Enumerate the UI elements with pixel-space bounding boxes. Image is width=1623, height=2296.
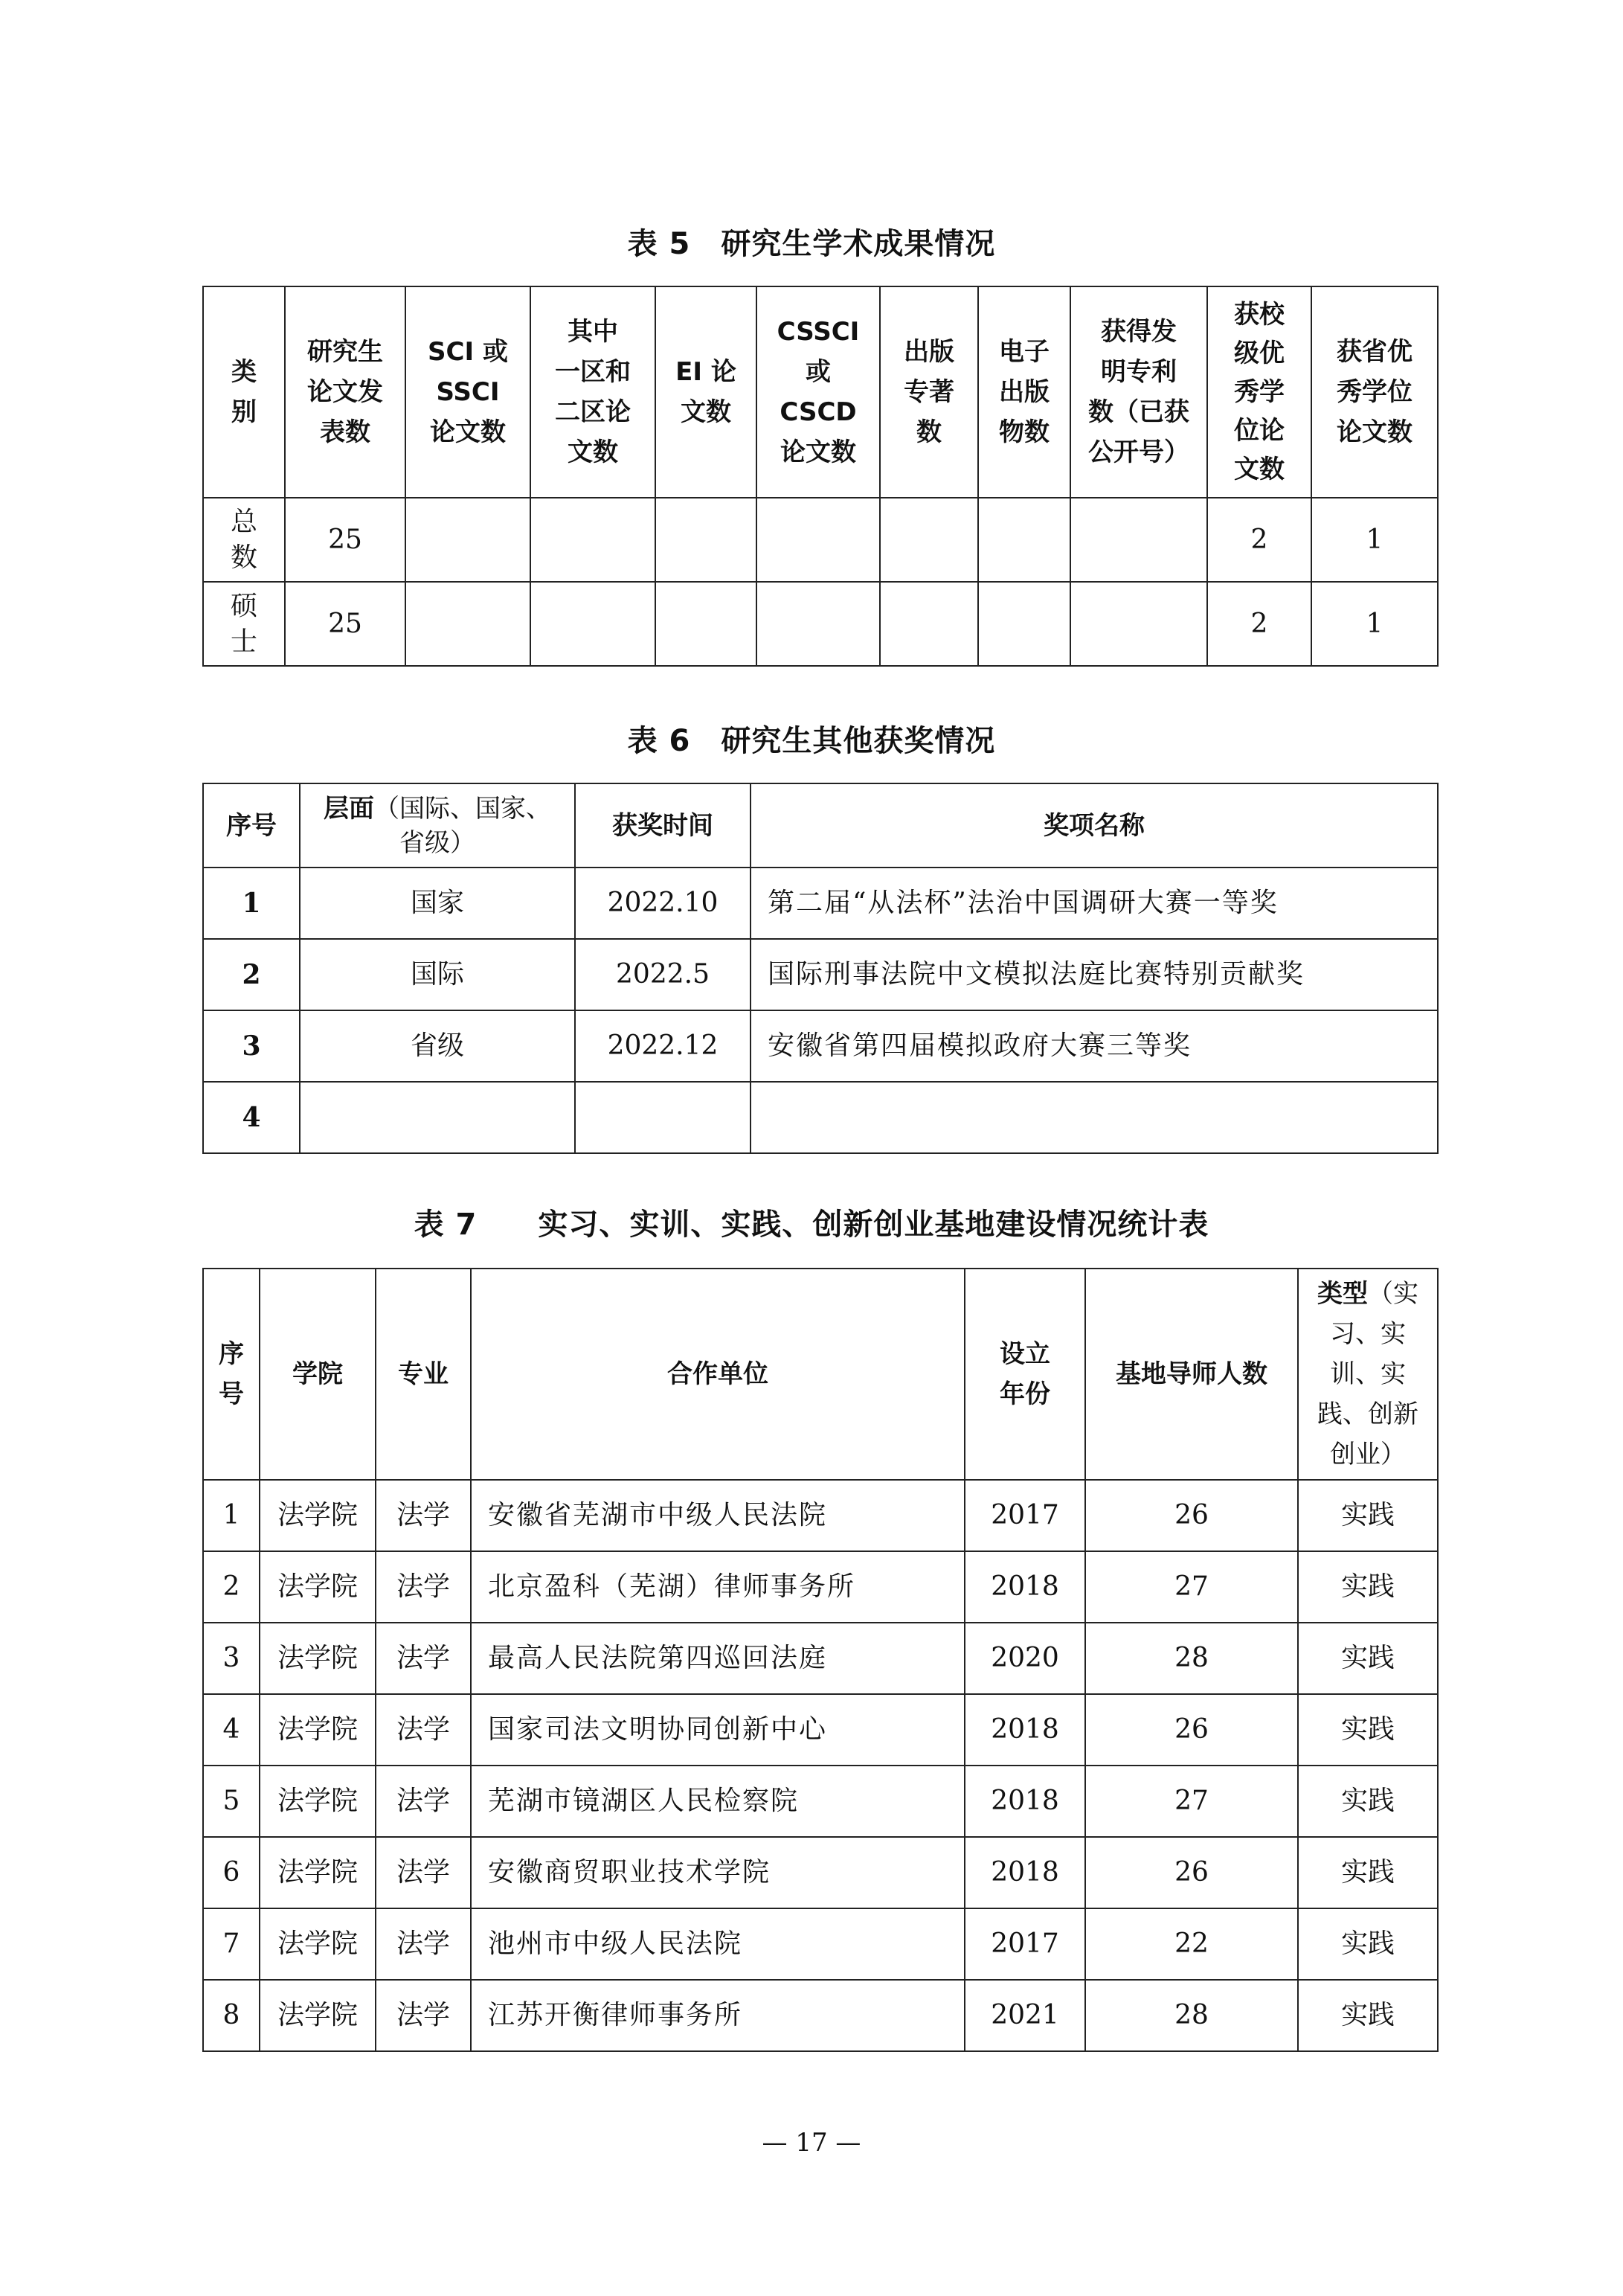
table6-cell-seq: 1 — [203, 868, 300, 939]
table7-cell-major: 法学 — [376, 1837, 471, 1908]
table6-header-name: 奖项名称 — [751, 783, 1438, 868]
table7-cell-year: 2017 — [965, 1480, 1085, 1551]
table6-title: 表 6 研究生其他获奖情况 — [627, 724, 996, 758]
table7-header-type: 类型（实 习、实 训、实 践、创新 创业） — [1298, 1269, 1438, 1480]
table7-cell-partner: 安徽省芜湖市中级人民法院 — [471, 1480, 965, 1551]
table-row — [203, 1694, 1438, 1766]
table-row — [203, 1908, 1438, 1980]
table6-cell-time: 2022.12 — [575, 1010, 751, 1082]
table7-cell-seq: 5 — [203, 1766, 260, 1837]
table5-cell — [405, 582, 530, 666]
table5-row-master — [203, 582, 1438, 666]
table5-header-col: 获省优 秀学位 论文数 — [1311, 286, 1438, 498]
table5-header-col: 获得发 明专利 数（已获 公开号） — [1070, 286, 1207, 498]
table5-header-col: 研究生 论文发 表数 — [285, 286, 405, 498]
table7-cell-type: 实践 — [1298, 1694, 1438, 1766]
table7-cell-tutors: 26 — [1085, 1480, 1298, 1551]
table7-cell-partner: 安徽商贸职业技术学院 — [471, 1837, 965, 1908]
table7-cell-year: 2020 — [965, 1623, 1085, 1694]
table7-cell-year: 2021 — [965, 1980, 1085, 2051]
table7-cell-college: 法学院 — [260, 1837, 376, 1908]
table7-cell-seq: 3 — [203, 1623, 260, 1694]
table7-cell-partner: 最高人民法院第四巡回法庭 — [471, 1623, 965, 1694]
table7-cell-major: 法学 — [376, 1551, 471, 1623]
table6-cell-name: 安徽省第四届模拟政府大赛三等奖 — [751, 1010, 1438, 1082]
table6-cell-seq: 2 — [203, 939, 300, 1010]
table7-cell-partner: 北京盈科（芜湖）律师事务所 — [471, 1551, 965, 1623]
table7-cell-tutors: 27 — [1085, 1551, 1298, 1623]
table5 — [202, 286, 1439, 667]
table5-header-col: 类 别 — [203, 286, 285, 498]
table5-cell — [1070, 498, 1207, 582]
table6-cell-time — [575, 1082, 751, 1153]
table-row — [203, 1010, 1438, 1082]
table-row — [203, 1766, 1438, 1837]
table7-cell-type: 实践 — [1298, 1837, 1438, 1908]
table-row — [203, 1082, 1438, 1153]
table7-cell-type: 实践 — [1298, 1480, 1438, 1551]
table7-cell-major: 法学 — [376, 1766, 471, 1837]
table5-title: 表 5 研究生学术成果情况 — [627, 227, 996, 261]
table6-cell-time: 2022.5 — [575, 939, 751, 1010]
table7-cell-tutors: 28 — [1085, 1980, 1298, 2051]
table7-cell-college: 法学院 — [260, 1766, 376, 1837]
table7-cell-seq: 8 — [203, 1980, 260, 2051]
table7-cell-tutors: 26 — [1085, 1694, 1298, 1766]
table5-header-col: EI 论 文数 — [655, 286, 756, 498]
table6-header-row — [203, 783, 1438, 868]
table6-cell-level: 国际 — [300, 939, 575, 1010]
table-row — [203, 1837, 1438, 1908]
table7-cell-major: 法学 — [376, 1623, 471, 1694]
table5-cell — [978, 498, 1070, 582]
table7-cell-major: 法学 — [376, 1694, 471, 1766]
table6-cell-seq: 3 — [203, 1010, 300, 1082]
table5-header-col: CSSCI 或 CSCD 论文数 — [756, 286, 880, 498]
table7-cell-major: 法学 — [376, 1980, 471, 2051]
table-row — [203, 868, 1438, 939]
table6-cell-level — [300, 1082, 575, 1153]
table7-cell-type: 实践 — [1298, 1551, 1438, 1623]
table5-cell — [530, 582, 655, 666]
table7-cell-college: 法学院 — [260, 1694, 376, 1766]
table5-cell — [880, 498, 978, 582]
table7-cell-college: 法学院 — [260, 1980, 376, 2051]
table-row — [203, 1980, 1438, 2051]
table6-cell-name: 国际刑事法院中文模拟法庭比赛特别贡献奖 — [751, 939, 1438, 1010]
table6-cell-name: 第二届“从法杯”法治中国调研大赛一等奖 — [751, 868, 1438, 939]
table5-cell — [880, 582, 978, 666]
table7-cell-seq: 2 — [203, 1551, 260, 1623]
table6-cell-time: 2022.10 — [575, 868, 751, 939]
table7-cell-type: 实践 — [1298, 1908, 1438, 1980]
table5-header-col: 电子 出版 物数 — [978, 286, 1070, 498]
table6-header-level-rest: （国际、国家、 — [374, 793, 551, 824]
table6-header-level-line2: 省级） — [399, 827, 475, 858]
table-row — [203, 1480, 1438, 1551]
table5-cell — [655, 498, 756, 582]
table5-cell — [1070, 582, 1207, 666]
table6 — [202, 783, 1439, 1154]
table7-cell-partner: 池州市中级人民法院 — [471, 1908, 965, 1980]
table6-cell-level: 省级 — [300, 1010, 575, 1082]
table7-header-partner: 合作单位 — [471, 1269, 965, 1480]
table-row — [203, 1551, 1438, 1623]
table7-cell-partner: 芜湖市镜湖区人民检察院 — [471, 1766, 965, 1837]
table7-cell-tutors: 27 — [1085, 1766, 1298, 1837]
table7-cell-year: 2018 — [965, 1837, 1085, 1908]
table7-header-college: 学院 — [260, 1269, 376, 1480]
table7-header-major: 专业 — [376, 1269, 471, 1480]
table-row — [203, 1623, 1438, 1694]
table6-header-time: 获奖时间 — [575, 783, 751, 868]
table5-cell: 1 — [1311, 582, 1438, 666]
table7-cell-college: 法学院 — [260, 1551, 376, 1623]
table6-header-level-bold: 层面 — [324, 793, 374, 824]
table5-row-total — [203, 498, 1438, 582]
table5-row-label: 硕 士 — [203, 582, 285, 666]
table7-cell-seq: 7 — [203, 1908, 260, 1980]
table5-cell: 1 — [1311, 498, 1438, 582]
table7-cell-year: 2018 — [965, 1766, 1085, 1837]
table5-cell — [756, 582, 880, 666]
table7-cell-college: 法学院 — [260, 1623, 376, 1694]
table7-cell-seq: 6 — [203, 1837, 260, 1908]
table7-cell-type: 实践 — [1298, 1980, 1438, 2051]
table6-cell-level: 国家 — [300, 868, 575, 939]
table5-cell: 25 — [285, 498, 405, 582]
table7-title: 表 7 实习、实训、实践、创新创业基地建设情况统计表 — [414, 1208, 1209, 1242]
table5-header-col: SCI 或 SSCI 论文数 — [405, 286, 530, 498]
table7-cell-tutors: 26 — [1085, 1837, 1298, 1908]
table7-cell-year: 2018 — [965, 1551, 1085, 1623]
table5-cell: 2 — [1207, 582, 1311, 666]
table5-header-col: 出版 专著 数 — [880, 286, 978, 498]
table7-cell-major: 法学 — [376, 1908, 471, 1980]
table7-cell-seq: 1 — [203, 1480, 260, 1551]
table7-cell-partner: 国家司法文明协同创新中心 — [471, 1694, 965, 1766]
table7-cell-college: 法学院 — [260, 1480, 376, 1551]
table7-cell-year: 2018 — [965, 1694, 1085, 1766]
table7-cell-year: 2017 — [965, 1908, 1085, 1980]
table7-cell-tutors: 22 — [1085, 1908, 1298, 1980]
table5-header-col: 其中 一区和 二区论 文数 — [530, 286, 655, 498]
table5-row-label: 总 数 — [203, 498, 285, 582]
table7-cell-tutors: 28 — [1085, 1623, 1298, 1694]
table7-cell-type: 实践 — [1298, 1766, 1438, 1837]
table5-header-row — [203, 286, 1438, 498]
table7-cell-partner: 江苏开衡律师事务所 — [471, 1980, 965, 2051]
table7-header-tutors: 基地导师人数 — [1085, 1269, 1298, 1480]
table-row — [203, 939, 1438, 1010]
page-number: — 17 — — [762, 2128, 861, 2158]
table5-header-col: 获校 级优 秀学 位论 文数 — [1207, 286, 1311, 498]
table7-cell-major: 法学 — [376, 1480, 471, 1551]
table6-header-seq: 序号 — [203, 783, 300, 868]
table5-cell — [405, 498, 530, 582]
table5-cell: 2 — [1207, 498, 1311, 582]
table6-cell-seq: 4 — [203, 1082, 300, 1153]
table5-cell: 25 — [285, 582, 405, 666]
table6-cell-name — [751, 1082, 1438, 1153]
table6-header-level — [300, 783, 575, 868]
table5-cell — [978, 582, 1070, 666]
table7-header-seq: 序 号 — [203, 1269, 260, 1480]
table7-cell-seq: 4 — [203, 1694, 260, 1766]
table7-header-year: 设立 年份 — [965, 1269, 1085, 1480]
table7-header-row — [203, 1269, 1438, 1480]
table5-cell — [756, 498, 880, 582]
table5-cell — [655, 582, 756, 666]
table7 — [202, 1268, 1439, 2052]
table7-cell-type: 实践 — [1298, 1623, 1438, 1694]
table5-cell — [530, 498, 655, 582]
table7-cell-college: 法学院 — [260, 1908, 376, 1980]
